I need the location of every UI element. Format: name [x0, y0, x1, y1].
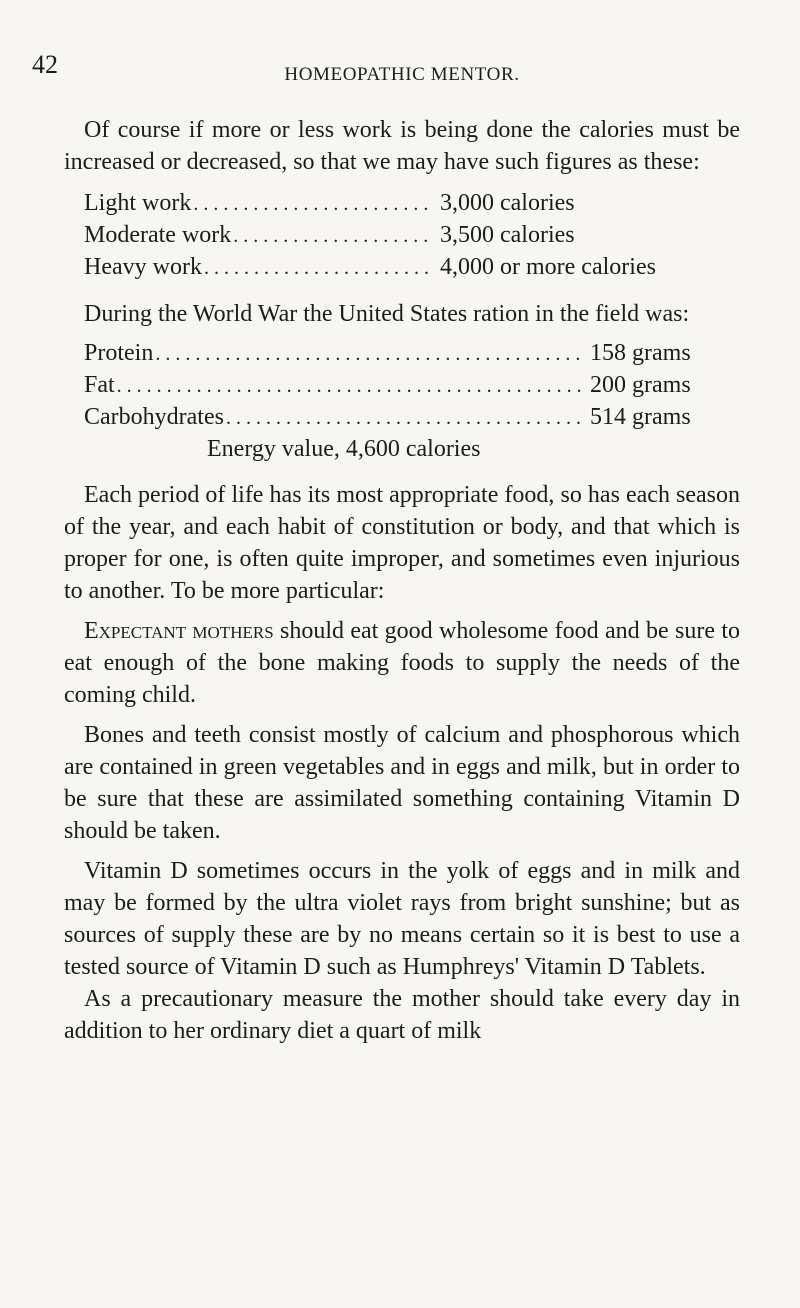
- dot-leader: [117, 371, 584, 402]
- work-label: Light work: [84, 190, 192, 216]
- work-label: Moderate work: [84, 222, 232, 248]
- nutrient-label: Fat: [84, 372, 115, 398]
- work-label: Heavy work: [84, 254, 202, 280]
- table-row: [84, 402, 740, 434]
- dot-leader: [155, 339, 584, 370]
- table-row: [84, 370, 740, 402]
- work-value: 3,000 calories: [440, 190, 575, 216]
- dot-leader: [193, 189, 434, 220]
- period-of-life-paragraph: Each period of life has its most appropriate food, so has each season of the year, and each habit of constitution or body, and that which is proper for one, is often quite improper, and sometimes even injurious to another. To be more particular:: [64, 482, 740, 604]
- nutrient-label: Protein: [84, 340, 154, 366]
- dot-leader: [226, 403, 584, 434]
- nutrient-value: 200 grams: [590, 372, 691, 398]
- energy-value-line: Energy value, 4,600 calories: [207, 436, 481, 462]
- work-value: 3,500 calories: [440, 222, 575, 248]
- nutrient-value: 514 grams: [590, 404, 691, 430]
- work-value: 4,000 or more calories: [440, 254, 656, 280]
- page-number: 42: [32, 50, 58, 79]
- table-row: [84, 252, 740, 284]
- ration-table: [84, 338, 740, 465]
- table-row: [84, 188, 740, 220]
- nutrient-label: Carbohydrates: [84, 404, 224, 430]
- expectant-mothers-text: should eat good wholesome food and be sure to eat enough of the bone making foods to supply the needs of the coming child.: [64, 618, 740, 708]
- expectant-mothers-paragraph: [64, 615, 740, 711]
- page-header: [32, 50, 740, 90]
- table-row: [84, 220, 740, 252]
- ration-intro-paragraph: During the World War the United States ration in the field was:: [84, 301, 690, 327]
- bones-teeth-paragraph: Bones and teeth consist mostly of calcium and phosphorous which are contained in green vegetables and in eggs and milk, but in order to be sure that these are assimilated something containing Vitamin D should be taken.: [64, 722, 740, 844]
- vitamin-d-paragraph: Vitamin D sometimes occurs in the yolk of eggs and in milk and may be formed by the ultra violet rays from bright sunshine; but as sources of supply these are by no means certain so it is best to use a tested source of Vitamin D such as Humphreys' Vitamin D Tablets.: [64, 858, 740, 980]
- expectant-mothers-lead: Expectant mothers: [84, 618, 274, 644]
- precaution-paragraph: As a precautionary measure the mother should take every day in addition to her ordinary diet a quart of milk: [64, 986, 740, 1044]
- running-head: HOMEOPATHIC MENTOR.: [284, 64, 520, 85]
- intro-paragraph: Of course if more or less work is being done the calories must be increased or decreased, so that we may have such figures as these:: [64, 117, 740, 175]
- nutrient-value: 158 grams: [590, 340, 691, 366]
- dot-leader: [233, 221, 434, 252]
- work-calorie-table: [84, 188, 740, 284]
- book-page: [32, 50, 740, 1047]
- dot-leader: [204, 253, 434, 284]
- table-row: [84, 338, 740, 370]
